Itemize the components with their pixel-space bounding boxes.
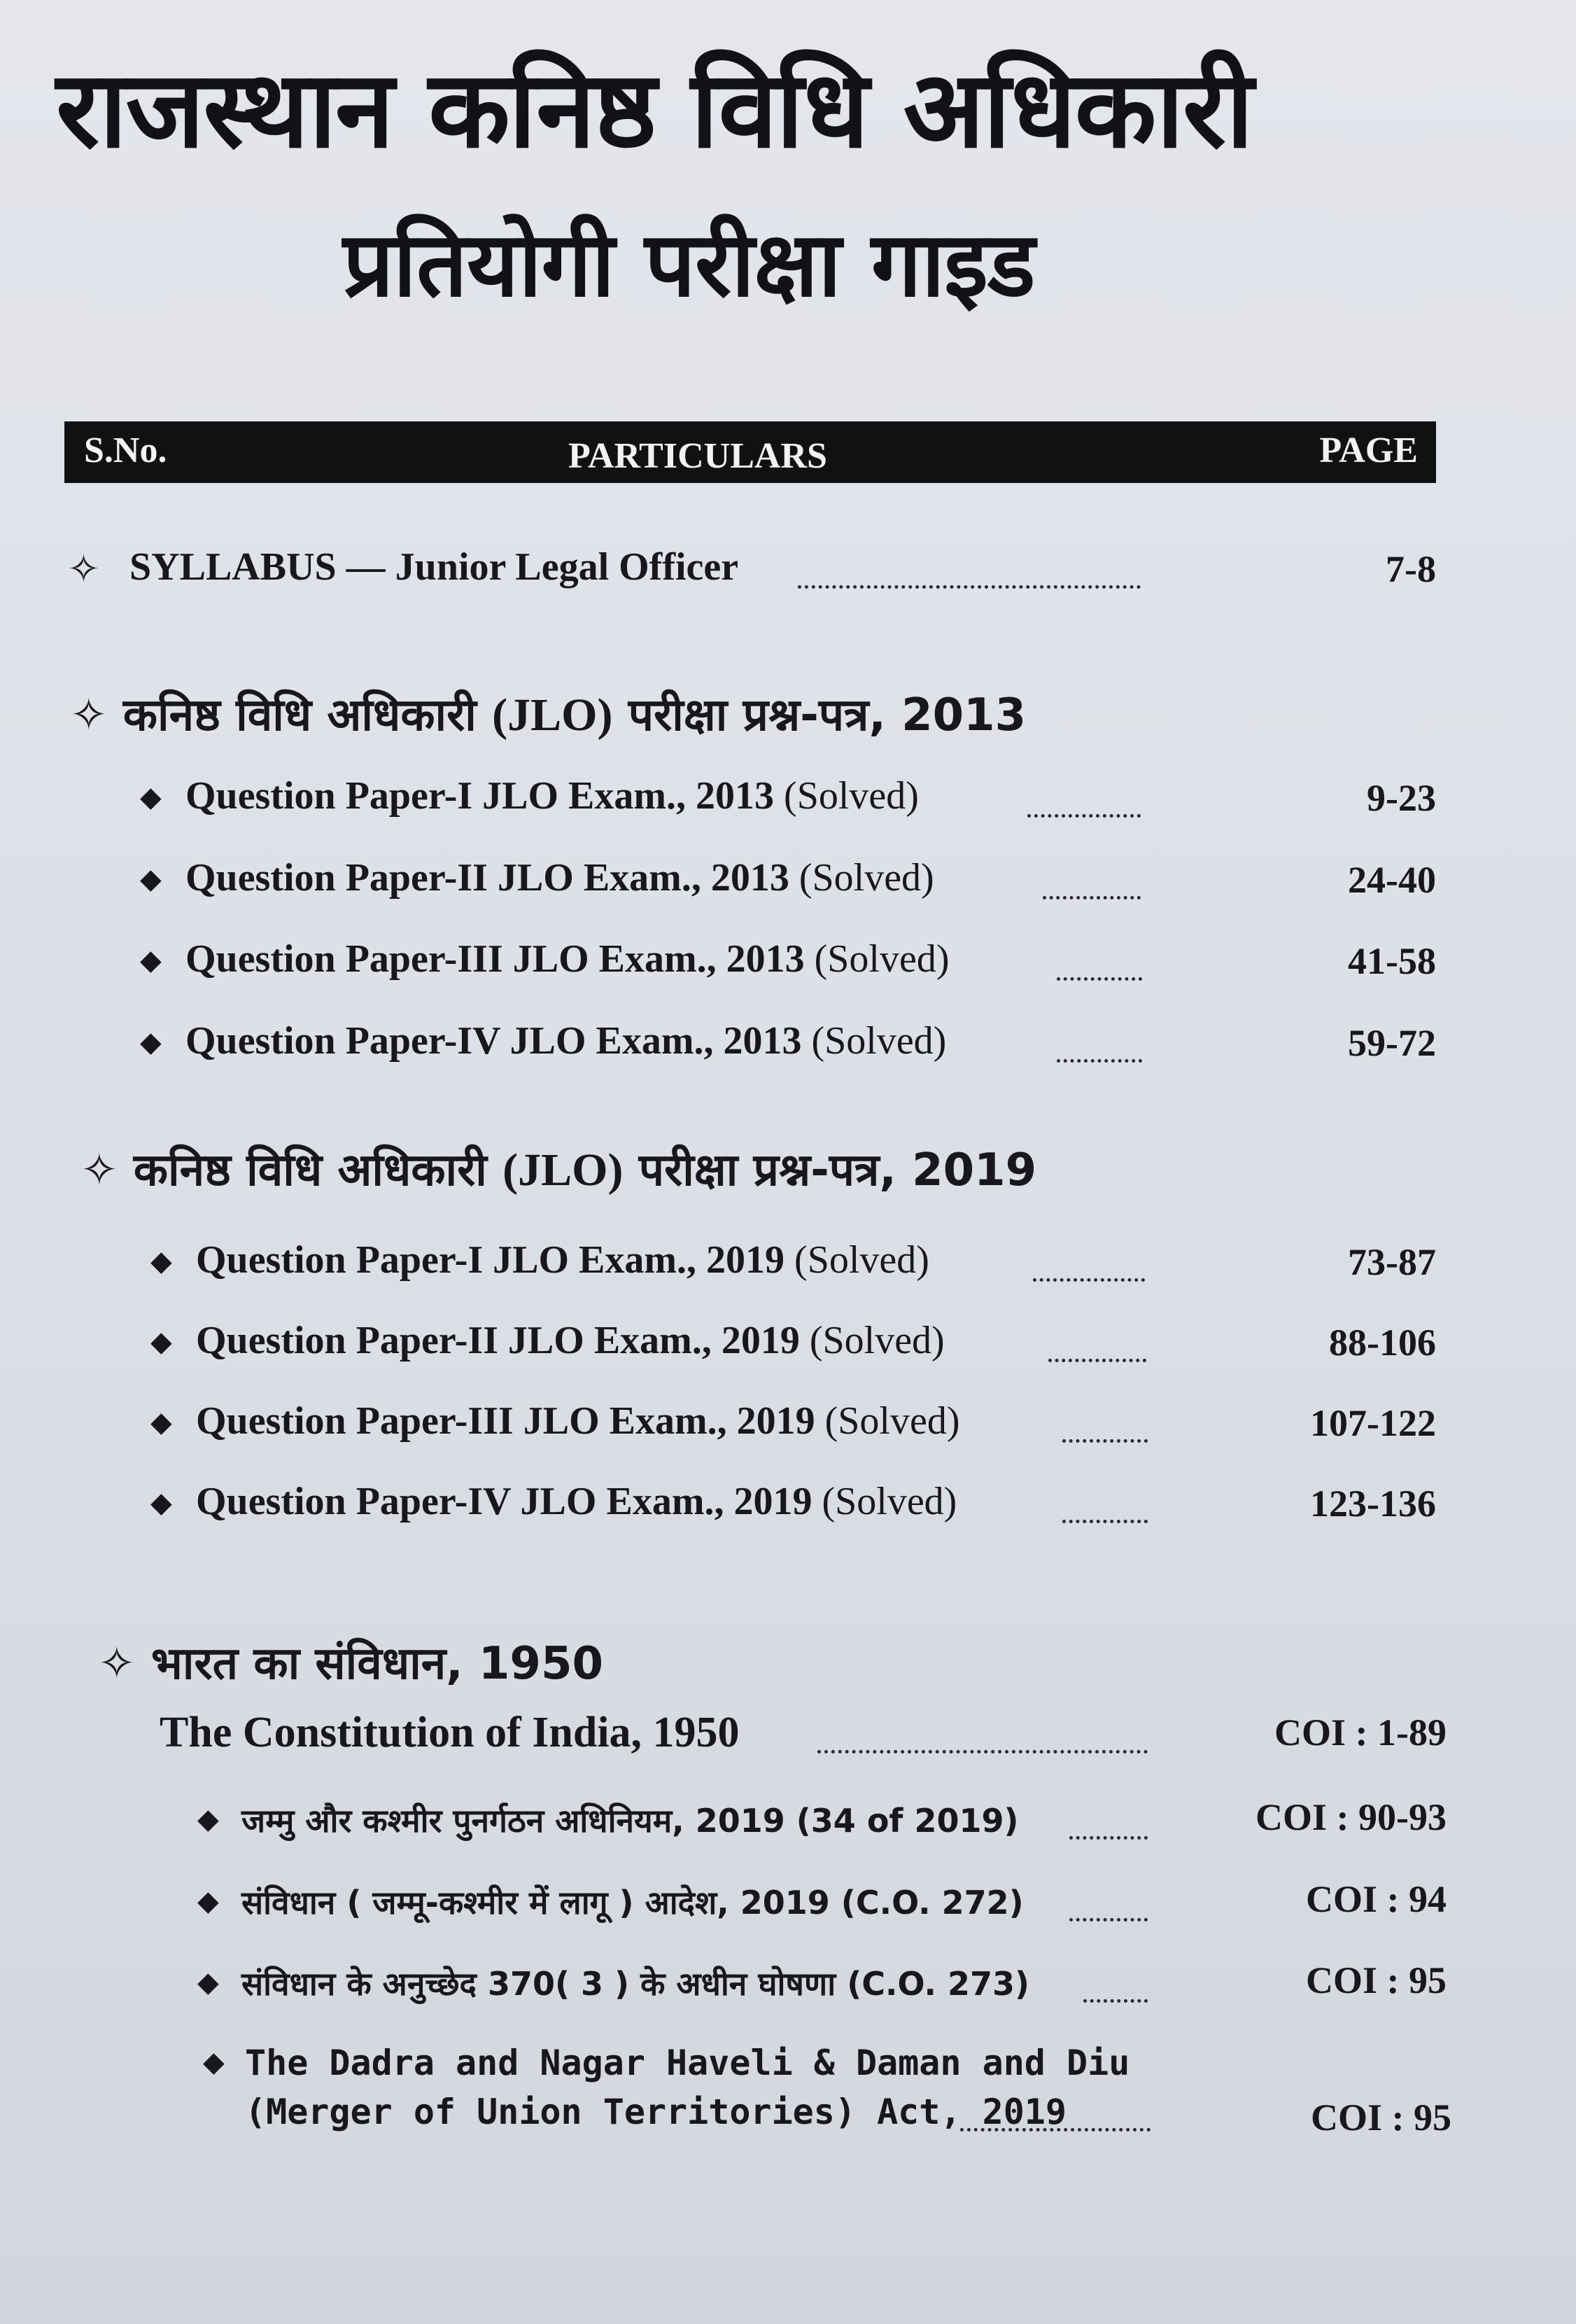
toc-entry (0, 855, 1576, 911)
entry-label: Question Paper-IV JLO Exam., 2019 (196, 1480, 812, 1523)
leader-dots (1057, 977, 1142, 981)
entry-note: (Solved) (814, 937, 950, 981)
entry-label: Question Paper-III JLO Exam., 2019 (196, 1399, 815, 1443)
entry-page: COI : 95 (1306, 1959, 1447, 2001)
leader-dots (1043, 896, 1141, 899)
header-sno: S.No. (84, 430, 167, 470)
leader-dots (1062, 1439, 1148, 1443)
entry-page: 88-106 (1329, 1322, 1436, 1364)
diamond-bullet-icon: ◆ (203, 2046, 225, 2078)
entry-page: COI : 90-93 (1255, 1796, 1447, 1838)
entry-page: 41-58 (1348, 940, 1436, 982)
book-title-line2: प्रतियोगी परीक्षा गाइड (343, 213, 1035, 317)
leader-dots (1027, 814, 1141, 818)
entry-note: (Solved) (822, 1480, 957, 1523)
entry-note: (Solved) (794, 1238, 929, 1282)
entry-page: COI : 94 (1306, 1878, 1447, 1920)
diamond-bullet-icon: ◆ (197, 1885, 219, 1917)
hollow-star-icon: ✧ (80, 1144, 134, 1196)
entry-page: COI : 95 (1311, 2096, 1451, 2138)
entry-label: संविधान के अनुच्छेद 370( 3 ) के अधीन घोषणा (C.O. 273) (241, 1965, 1030, 2003)
table-header (64, 421, 1436, 483)
entry-note: (Solved) (809, 1319, 945, 1362)
header-particulars: PARTICULARS (568, 436, 827, 476)
toc-entry (0, 2038, 1576, 2157)
entry-label: Question Paper-III JLO Exam., 2013 (185, 937, 805, 981)
section-heading-2019: ✧ कनिष्ठ विधि अधिकारी (JLO) परीक्षा प्रश्न-पत्र, 2019 (80, 1144, 1037, 1196)
diamond-bullet-icon: ◆ (197, 1803, 219, 1835)
entry-label: Question Paper-I JLO Exam., 2019 (196, 1238, 785, 1282)
entry-label: Question Paper-I JLO Exam., 2013 (185, 774, 775, 818)
entry-page: 9-23 (1367, 777, 1436, 819)
hollow-star-icon: ✧ (98, 1638, 151, 1690)
section-heading-constitution: ✧ भारत का संविधान, 1950 (98, 1638, 604, 1690)
entry-page: 107-122 (1310, 1402, 1436, 1444)
entry-page: 59-72 (1348, 1022, 1436, 1064)
header-page: PAGE (1319, 430, 1418, 470)
leader-dots (1057, 1059, 1142, 1063)
diamond-bullet-icon: ◆ (150, 1245, 172, 1278)
toc-entry-constitution (0, 1708, 1576, 1764)
toc-entry (0, 1479, 1576, 1535)
toc-entry-syllabus (0, 545, 1576, 601)
entry-label: The Constitution of India, 1950 (160, 1709, 740, 1756)
diamond-bullet-icon: ◆ (150, 1326, 172, 1358)
entry-label: Question Paper-IV JLO Exam., 2013 (185, 1019, 802, 1063)
section-heading-2013: ✧ कनिष्ठ विधि अधिकारी (JLO) परीक्षा प्रश्न-पत्र, 2013 (70, 690, 1027, 741)
toc-entry (0, 1877, 1576, 1933)
diamond-bullet-icon: ◆ (150, 1487, 172, 1519)
leader-dots (1083, 1999, 1148, 2003)
diamond-bullet-icon: ◆ (197, 1966, 219, 1998)
toc-entry (0, 1238, 1576, 1294)
toc-entry (0, 937, 1576, 993)
leader-dots (1062, 1520, 1148, 1523)
leader-dots (1048, 1359, 1146, 1362)
diamond-bullet-icon: ◆ (150, 1406, 172, 1438)
entry-note: (Solved) (798, 856, 934, 899)
hollow-star-icon: ✧ (67, 547, 100, 592)
diamond-bullet-icon: ◆ (140, 863, 162, 895)
book-title-line1: राजस्थान कनिष्ठ विधि अधिकारी (56, 48, 1253, 172)
entry-page: COI : 1-89 (1274, 1712, 1447, 1754)
leader-dots (1069, 1918, 1148, 1921)
diamond-bullet-icon: ◆ (140, 1026, 162, 1058)
entry-label: संविधान ( जम्मू-कश्मीर में लागू ) आदेश, 2019 (C.O. 272) (241, 1884, 1024, 1921)
diamond-bullet-icon: ◆ (140, 781, 162, 813)
toc-entry (0, 1318, 1576, 1374)
leader-dots (817, 1750, 1148, 1754)
leader-dots (798, 585, 1141, 589)
entry-note: (Solved) (784, 774, 919, 818)
toc-entry (0, 1399, 1576, 1455)
diamond-bullet-icon: ◆ (140, 944, 162, 976)
entry-label-line2: (Merger of Union Territories) Act, 2019 (245, 2092, 1067, 2132)
entry-page: 7-8 (1386, 548, 1436, 590)
entry-page: 24-40 (1348, 859, 1436, 901)
toc-entry (0, 1795, 1576, 1851)
entry-label: SYLLABUS — Junior Legal Officer (129, 545, 739, 589)
toc-entry (0, 1959, 1576, 2015)
entry-page: 123-136 (1310, 1483, 1436, 1525)
toc-entry (0, 1018, 1576, 1074)
entry-label-line1: The Dadra and Nagar Haveli & Daman and Diu (245, 2043, 1130, 2083)
hollow-star-icon: ✧ (70, 690, 123, 741)
leader-dots (960, 2128, 1151, 2132)
entry-page: 73-87 (1348, 1241, 1436, 1283)
toc-entry (0, 774, 1576, 830)
entry-label: जम्मु और कश्मीर पुनर्गठन अधिनियम, 2019 (34 of 2019) (241, 1802, 1019, 1840)
entry-note: (Solved) (824, 1399, 960, 1443)
entry-label: Question Paper-II JLO Exam., 2013 (185, 856, 789, 899)
leader-dots (1069, 1836, 1148, 1840)
entry-label: Question Paper-II JLO Exam., 2019 (196, 1319, 800, 1362)
leader-dots (1033, 1278, 1145, 1282)
entry-note: (Solved) (811, 1019, 947, 1063)
